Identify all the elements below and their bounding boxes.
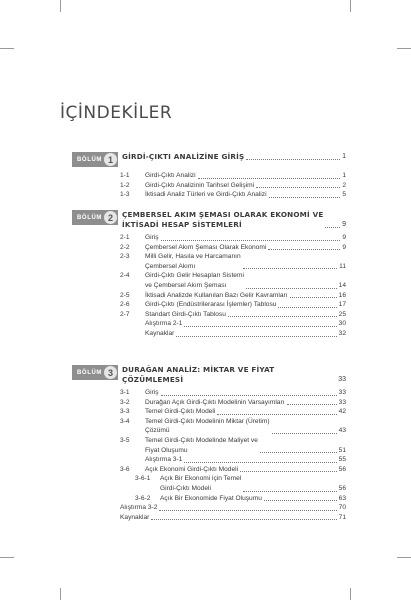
chapter-1 xyxy=(72,152,346,200)
section-page-number: 63 xyxy=(338,494,346,502)
toc-entry[interactable] xyxy=(72,474,346,493)
section-page-number: 43 xyxy=(338,427,346,435)
section-title-wrap xyxy=(145,190,346,200)
section-title-line1: İktisadi Analiz Türleri ve Girdi-Çıktı Analizi xyxy=(145,191,267,199)
toc-entries xyxy=(72,388,346,522)
section-title xyxy=(145,291,288,301)
crop-mark xyxy=(0,48,14,49)
section-title xyxy=(145,388,159,398)
crop-mark xyxy=(397,557,411,558)
toc-entry[interactable] xyxy=(72,465,346,475)
section-number: 2-1 xyxy=(120,234,130,241)
dot-leader xyxy=(184,462,336,463)
toc-entry[interactable] xyxy=(72,190,346,200)
chapter-title-line2: İKTİSADİ HESAP SİSTEMLERİ xyxy=(122,220,242,229)
chapter-badge xyxy=(72,152,118,167)
section-title xyxy=(160,474,241,493)
section-page-number: 33 xyxy=(338,389,346,396)
toc-entry[interactable] xyxy=(72,417,346,436)
section-title-line1: Alıştırma 2-1 xyxy=(145,320,183,328)
section-title xyxy=(120,513,149,523)
section-number: 3-6 xyxy=(120,465,130,473)
section-title-wrap xyxy=(145,291,346,301)
section-title-wrap xyxy=(145,243,346,253)
toc-entries xyxy=(72,233,346,339)
chapter-title-line1: GİRDİ-ÇIKTI ANALİZİNE GİRİŞ xyxy=(122,152,245,161)
section-title-line1: Alıştırma 3-2 xyxy=(120,504,158,512)
chapter-2 xyxy=(72,210,346,339)
section-page-number: 16 xyxy=(338,291,346,299)
section-page-number: 5 xyxy=(342,191,346,199)
dot-leader xyxy=(287,404,337,405)
chapter-title-row[interactable] xyxy=(122,152,346,162)
chapter-3 xyxy=(72,365,346,522)
section-title-line2: ve Çembersel Akım Şeması xyxy=(145,281,227,289)
dot-leader xyxy=(243,491,336,492)
section-title-wrap xyxy=(145,329,346,339)
section-title-line1: Giriş xyxy=(145,389,159,396)
toc-entry[interactable] xyxy=(72,494,346,504)
dot-leader xyxy=(264,500,337,501)
chapter-heading xyxy=(72,210,346,230)
section-title-line2: Çözümü xyxy=(145,427,170,435)
chapter-heading xyxy=(72,152,346,168)
section-number: 2-3 xyxy=(120,253,130,261)
section-page-number: 9 xyxy=(342,243,346,251)
crop-mark xyxy=(397,48,411,49)
toc-entry[interactable] xyxy=(72,252,346,271)
section-title-line1: Giriş xyxy=(145,234,159,241)
section-number: 2-2 xyxy=(120,243,130,251)
dot-leader xyxy=(290,297,337,298)
section-title xyxy=(145,181,254,191)
section-number: 2-6 xyxy=(120,301,130,309)
section-title-line1: İktisadi Analizde Kullanılan Bazı Gelir Kavramları xyxy=(145,291,288,299)
toc-entry[interactable] xyxy=(72,398,346,408)
section-page-number: 71 xyxy=(338,513,346,521)
section-title xyxy=(120,503,157,513)
section-page-number: 42 xyxy=(338,408,346,416)
section-page-number: 55 xyxy=(338,456,346,464)
section-title xyxy=(145,465,238,475)
toc-entry[interactable] xyxy=(72,407,346,417)
chapter-heading xyxy=(72,365,346,385)
dot-leader xyxy=(256,187,340,188)
chapter-badge-label: BÖLÜM xyxy=(77,156,102,163)
dot-leader xyxy=(176,336,336,337)
section-title-wrap xyxy=(145,319,346,329)
section-title xyxy=(145,300,276,310)
dot-leader xyxy=(198,178,341,179)
section-title xyxy=(145,271,244,290)
section-title-wrap xyxy=(160,494,346,504)
dot-leader xyxy=(278,307,336,308)
toc-entry[interactable] xyxy=(72,291,346,301)
crop-mark xyxy=(350,0,351,12)
chapter-title xyxy=(122,365,334,385)
section-title-wrap xyxy=(145,417,346,436)
dot-leader xyxy=(246,159,340,160)
section-title-line2: Fiyat Oluşumu xyxy=(145,446,188,454)
section-page-number: 56 xyxy=(338,484,346,492)
chapter-title xyxy=(122,210,323,230)
toc-entry[interactable] xyxy=(72,455,346,465)
toc-entry[interactable] xyxy=(72,171,346,181)
toc-entry[interactable] xyxy=(72,243,346,253)
section-title-line1: Girdi-Çıktı Analizinin Tarihsel Gelişimi xyxy=(145,181,255,189)
section-page-number: 30 xyxy=(338,320,346,328)
section-title-line1: Açık Ekonomi Girdi-Çıktı Modeli xyxy=(145,465,239,473)
dot-leader xyxy=(161,395,337,396)
section-title-wrap xyxy=(145,300,346,310)
section-title-line1: Girdi-Çıktı Analizi xyxy=(145,172,196,179)
section-title-line1: Temel Girdi-Çıktı Modeli xyxy=(145,408,216,416)
section-page-number: 14 xyxy=(338,281,346,289)
toc-entry[interactable] xyxy=(72,233,346,243)
section-number: 3-6-2 xyxy=(135,494,151,502)
section-title-line1: Açık Bir Ekonomide Fiyat Oluşumu xyxy=(160,494,262,502)
section-title-wrap xyxy=(145,252,346,271)
section-title-wrap xyxy=(145,455,346,465)
chapter-badge xyxy=(72,210,118,225)
toc-entry[interactable] xyxy=(72,300,346,310)
section-title xyxy=(145,398,285,408)
section-number: 3-5 xyxy=(120,436,130,444)
toc-entry[interactable] xyxy=(72,388,346,398)
toc-entries xyxy=(72,171,346,200)
toc-entry[interactable] xyxy=(72,329,346,339)
section-page-number: 25 xyxy=(338,310,346,318)
chapter-number: 1 xyxy=(104,153,117,166)
toc-entry[interactable] xyxy=(72,513,346,523)
section-title-line2: Çembersel Akımı xyxy=(145,262,196,270)
toc-entry[interactable] xyxy=(72,436,346,455)
section-number: 3-6-1 xyxy=(135,475,151,483)
chapter-number: 2 xyxy=(104,211,117,224)
section-title xyxy=(145,252,241,271)
toc-entry[interactable] xyxy=(72,181,346,191)
section-title-line1: Açık Bir Ekonomi için Temel xyxy=(160,475,242,483)
section-page-number: 9 xyxy=(342,234,346,241)
dot-leader xyxy=(217,414,336,415)
section-page-number: 70 xyxy=(338,504,346,512)
dot-leader xyxy=(240,471,337,472)
dot-leader xyxy=(159,510,336,511)
section-number: 2-5 xyxy=(120,291,130,299)
chapter-page-number: 33 xyxy=(338,376,346,383)
section-title xyxy=(145,190,267,200)
chapter-title-line1: DURAĞAN ANALİZ: MİKTAR VE FİYAT ÇÖZÜMLEMESİ xyxy=(122,365,275,384)
section-title-wrap xyxy=(145,271,346,290)
section-title-wrap xyxy=(145,181,346,191)
dot-leader xyxy=(243,268,338,269)
section-title-wrap xyxy=(145,310,346,320)
section-title-line1: Durağan Açık Girdi-Çıktı Modelinin Varsayımları xyxy=(145,398,285,406)
section-page-number: 11 xyxy=(339,262,346,270)
section-title-wrap xyxy=(145,388,346,398)
section-title-line1: Temel Girdi-Çıktı Modelinde Maliyet ve xyxy=(145,436,258,444)
section-title-line1: Milli Gelir, Hasıla ve Harcamanın xyxy=(145,253,241,261)
section-title-wrap xyxy=(145,171,346,181)
section-page-number: 32 xyxy=(338,329,346,337)
section-title-wrap xyxy=(145,436,346,455)
chapter-badge-label: BÖLÜM xyxy=(77,214,102,221)
chapter-badge-label: BÖLÜM xyxy=(77,369,102,376)
chapter-title-row[interactable] xyxy=(122,365,346,385)
section-title xyxy=(145,243,266,253)
section-page-number: 56 xyxy=(338,465,346,473)
section-title-line1: Girdi-Çıktı Gelir Hesapları Sistemi xyxy=(145,272,244,280)
section-page-number: 2 xyxy=(342,181,346,189)
section-title-line1: Temel Girdi-Çıktı Modelinin Miktar (Üretim) xyxy=(145,417,270,425)
chapter-page-number: 9 xyxy=(342,221,346,228)
section-page-number: 51 xyxy=(338,446,346,454)
section-page-number: 33 xyxy=(338,398,346,406)
section-title-wrap xyxy=(145,407,346,417)
section-title-wrap xyxy=(145,398,346,408)
chapter-title xyxy=(122,152,244,162)
dot-leader xyxy=(246,288,337,289)
section-title-line1: Çembersel Akım Şeması Olarak Ekonomi xyxy=(145,243,267,251)
section-page-number: 17 xyxy=(338,301,346,309)
section-title xyxy=(145,436,258,455)
dot-leader xyxy=(151,519,336,520)
section-title xyxy=(145,233,159,243)
chapter-page-number: 1 xyxy=(342,153,346,160)
crop-mark xyxy=(60,588,61,600)
section-title xyxy=(145,455,182,465)
section-title-wrap xyxy=(160,474,346,493)
toc-entry[interactable] xyxy=(72,503,346,513)
section-title-wrap xyxy=(120,513,346,523)
chapter-title-row[interactable] xyxy=(122,210,346,230)
crop-mark xyxy=(350,588,351,600)
page-title: İÇİNDEKİLER xyxy=(60,103,173,123)
chapter-title-line1: ÇEMBERSEL AKIM ŞEMASI OLARAK EKONOMİ VE xyxy=(122,210,324,219)
section-title xyxy=(145,171,196,181)
section-title-line1: Girdi-Çıktı (Endüstrilerarası İşlemler) Tablosu xyxy=(145,301,277,309)
section-number: 3-2 xyxy=(120,398,130,406)
section-number: 2-7 xyxy=(120,310,130,318)
section-number: 2-4 xyxy=(120,272,130,280)
dot-leader xyxy=(161,240,341,241)
dot-leader xyxy=(228,316,337,317)
section-number: 1-1 xyxy=(120,172,130,179)
section-number: 3-4 xyxy=(120,417,130,425)
dot-leader xyxy=(269,197,341,198)
dot-leader xyxy=(260,452,337,453)
dot-leader xyxy=(272,433,337,434)
section-title-line1: Kaynaklar xyxy=(120,513,150,521)
section-title-wrap xyxy=(120,503,346,513)
section-number: 3-1 xyxy=(120,389,130,396)
toc-entry[interactable] xyxy=(72,319,346,329)
dot-leader xyxy=(325,227,340,228)
toc-entry[interactable] xyxy=(72,310,346,320)
section-title-line1: Kaynaklar xyxy=(145,329,175,337)
section-title xyxy=(145,329,174,339)
dot-leader xyxy=(268,249,340,250)
section-number: 1-3 xyxy=(120,191,130,199)
section-title-wrap xyxy=(145,233,346,243)
section-page-number: 1 xyxy=(342,172,346,179)
section-title-line1: Standart Girdi-Çıktı Tablosu xyxy=(145,310,226,318)
section-title xyxy=(145,310,226,320)
section-title-line2: Girdi-Çıktı Modeli xyxy=(160,484,211,492)
crop-mark xyxy=(0,557,14,558)
chapter-badge xyxy=(72,365,118,380)
toc-entry[interactable] xyxy=(72,271,346,290)
chapter-number: 3 xyxy=(104,366,117,379)
section-number: 1-2 xyxy=(120,181,130,189)
section-title xyxy=(145,417,270,436)
section-title xyxy=(145,407,215,417)
section-title xyxy=(145,319,182,329)
section-title-wrap xyxy=(145,465,346,475)
section-number: 3-3 xyxy=(120,408,130,416)
section-title-line1: Alıştırma 3-1 xyxy=(145,456,183,464)
crop-mark xyxy=(60,0,61,12)
section-title xyxy=(160,494,262,504)
dot-leader xyxy=(184,326,336,327)
